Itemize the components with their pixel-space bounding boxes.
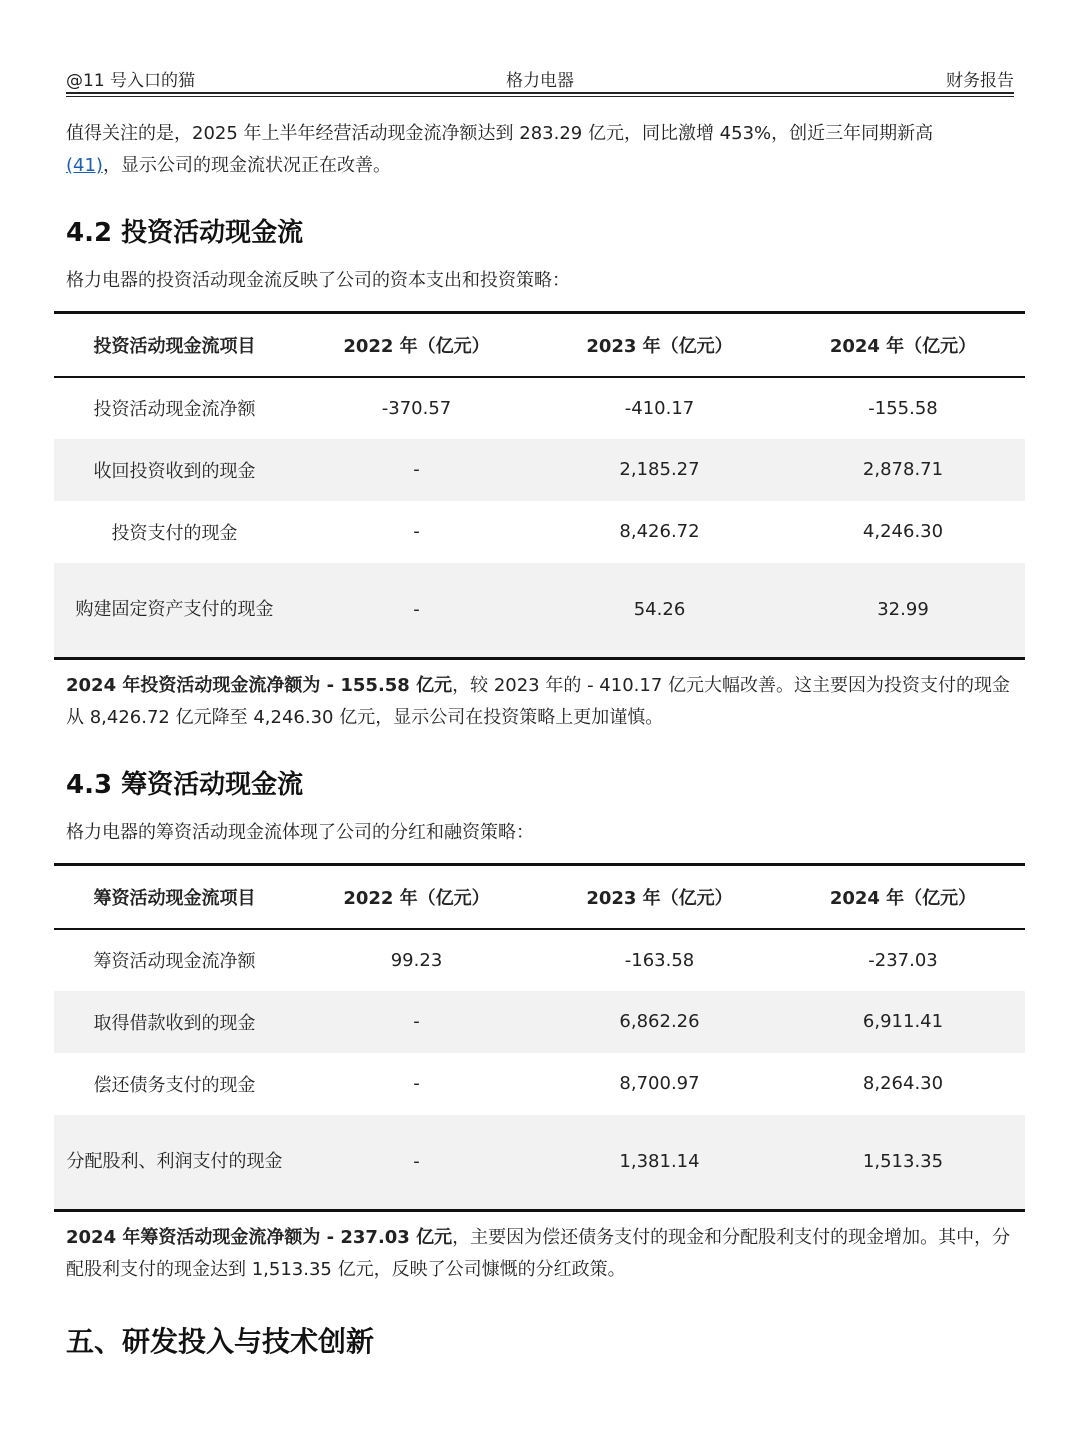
column-header-item: 筹资活动现金流项目 bbox=[93, 887, 256, 909]
section-4-3-lead: 格力电器的筹资活动现金流体现了公司的分红和融资策略： bbox=[66, 822, 534, 843]
header-company: 格力电器 bbox=[506, 71, 574, 91]
row-item: 投资支付的现金 bbox=[111, 522, 238, 544]
column-header-2023: 2023 年（亿元） bbox=[586, 335, 733, 357]
row-item-text: 购建固定资产支付的现金 bbox=[75, 598, 274, 620]
cell-2024: 6,911.41 bbox=[862, 1011, 944, 1032]
column-header-2022: 2022 年（亿元） bbox=[343, 335, 490, 357]
summary-highlight: 2024 年筹资活动现金流净额为 - 237.03 亿元 bbox=[66, 1227, 453, 1248]
cell-2024: -155.58 bbox=[868, 397, 938, 419]
section-4-2-title: 4.2 投资活动现金流 bbox=[66, 218, 304, 248]
header-rule bbox=[66, 92, 1014, 94]
cell-2022: - bbox=[413, 599, 420, 621]
cell-2024: 32.99 bbox=[877, 599, 929, 621]
table-header-row bbox=[54, 865, 1025, 929]
section-4-2-summary bbox=[66, 670, 1014, 734]
row-item: 筹资活动现金流净额 bbox=[93, 951, 256, 972]
cell-2023: 8,700.97 bbox=[619, 1073, 700, 1094]
table-row bbox=[54, 563, 1025, 659]
row-item: 取得借款收到的现金 bbox=[93, 1012, 256, 1034]
table-row bbox=[54, 439, 1025, 501]
intro-paragraph bbox=[66, 118, 1014, 182]
row-item bbox=[54, 563, 295, 659]
cell-2024: 8,264.30 bbox=[862, 1073, 944, 1094]
intro-text: 值得关注的是，2025 年上半年经营活动现金流净额达到 283.29 亿元，同比激增 453%，创近三年同期新高 bbox=[66, 123, 934, 144]
column-header-2024: 2024 年（亿元） bbox=[829, 887, 977, 909]
table-header-row bbox=[54, 313, 1025, 377]
row-item: 收回投资收到的现金 bbox=[93, 460, 256, 482]
cell-2022: - bbox=[413, 1151, 420, 1173]
cell-2022: -370.57 bbox=[381, 397, 452, 419]
cell-2023: 2,185.27 bbox=[619, 459, 700, 480]
financing-cashflow-table bbox=[54, 863, 1025, 1212]
cell-2022: - bbox=[413, 521, 420, 542]
section-5-title: 五、研发投入与技术创新 bbox=[66, 1325, 375, 1358]
column-header-2024: 2024 年（亿元） bbox=[829, 335, 977, 357]
row-item bbox=[54, 1115, 295, 1211]
table-row bbox=[54, 929, 1025, 991]
table-row bbox=[54, 991, 1025, 1053]
cell-2024: 2,878.71 bbox=[862, 459, 944, 480]
row-item: 偿还债务支付的现金 bbox=[93, 1074, 256, 1096]
summary-highlight: 2024 年投资活动现金流净额为 - 155.58 亿元 bbox=[66, 675, 453, 696]
page-header bbox=[66, 64, 1014, 92]
cell-2024: 1,513.35 bbox=[862, 1151, 944, 1173]
section-4-3-title: 4.3 筹资活动现金流 bbox=[66, 770, 304, 800]
citation-link[interactable]: (41) bbox=[66, 155, 103, 176]
cell-2023: 1,381.14 bbox=[619, 1151, 700, 1173]
column-header-2023: 2023 年（亿元） bbox=[586, 887, 733, 909]
column-header-2022: 2022 年（亿元） bbox=[343, 887, 490, 909]
column-header-item: 投资活动现金流项目 bbox=[93, 335, 256, 357]
section-4-2-lead: 格力电器的投资活动现金流反映了公司的资本支出和投资策略： bbox=[66, 270, 570, 291]
cell-2023: 54.26 bbox=[633, 599, 686, 621]
cell-2022: - bbox=[413, 1073, 420, 1094]
row-item-text: 分配股利、利润支付的现金 bbox=[66, 1150, 283, 1172]
investing-cashflow-table bbox=[54, 311, 1025, 660]
cell-2023: -410.17 bbox=[624, 397, 695, 419]
intro-tail: ，显示公司的现金流状况正在改善。 bbox=[102, 155, 391, 176]
cell-2023: 8,426.72 bbox=[619, 521, 700, 542]
summary-text: ，主要因为偿还债务支付的现金和分配股利支付的现金增加。其中，分配股利支付的现金达到 1,513.35 亿元，反映了公司慷慨的分红政策。 bbox=[66, 1227, 1011, 1280]
section-4-3-summary bbox=[66, 1222, 1014, 1286]
cell-2024: -237.03 bbox=[868, 949, 938, 971]
cell-2023: -163.58 bbox=[624, 949, 695, 971]
table-row bbox=[54, 501, 1025, 563]
table-row bbox=[54, 1053, 1025, 1115]
cell-2024: 4,246.30 bbox=[862, 521, 944, 542]
cell-2022: - bbox=[413, 459, 420, 480]
header-rule-thin bbox=[66, 96, 1014, 97]
row-item: 投资活动现金流净额 bbox=[93, 399, 256, 420]
header-report-type: 财务报告 bbox=[946, 71, 1014, 91]
summary-text: ，较 2023 年的 - 410.17 亿元大幅改善。这主要因为投资支付的现金从 8,426.72 亿元降至 4,246.30 亿元，显示公司在投资策略上更加谨慎。 bbox=[66, 675, 1010, 728]
table-row bbox=[54, 377, 1025, 439]
table-row bbox=[54, 1115, 1025, 1211]
cell-2023: 6,862.26 bbox=[619, 1011, 700, 1032]
cell-2022: - bbox=[413, 1011, 420, 1032]
header-author: @11 号入口的猫 bbox=[66, 71, 196, 91]
cell-2022: 99.23 bbox=[390, 949, 443, 971]
